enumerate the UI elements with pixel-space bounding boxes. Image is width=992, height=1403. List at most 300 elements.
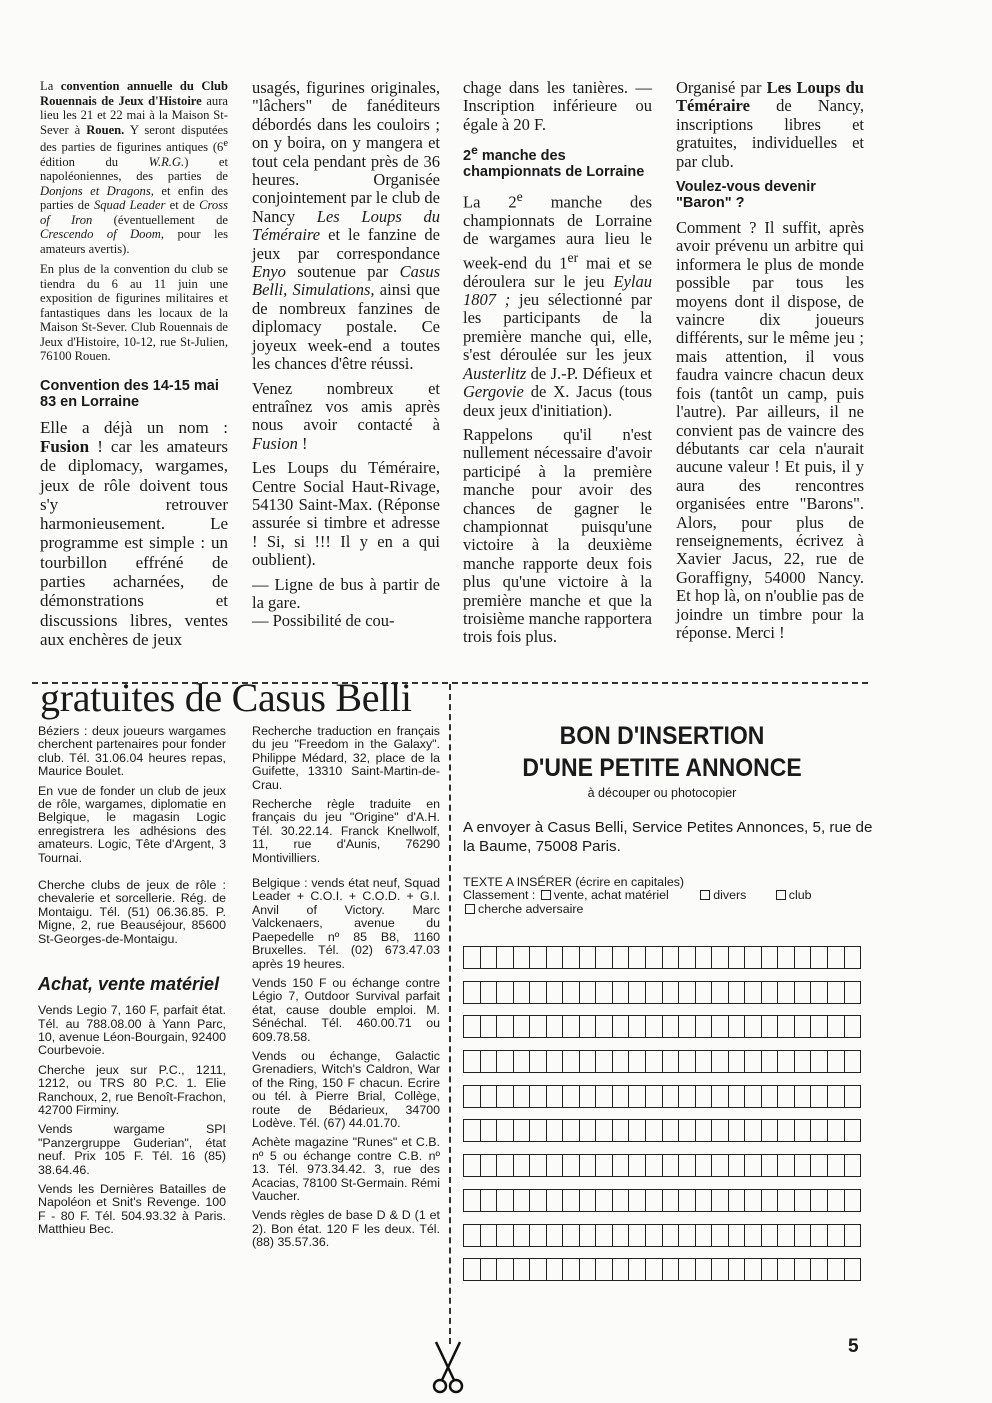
grid-cell[interactable] bbox=[563, 1190, 580, 1211]
grid-cell[interactable] bbox=[563, 1259, 580, 1280]
ad-item: Cherche jeux sur P.C., 1211, 1212, ou TRS 80 P.C. 1. Elie Ranchoux, 2, rue Benoît-Frachon, 42700 Firminy. bbox=[38, 1062, 226, 1117]
grid-cell[interactable] bbox=[514, 1016, 531, 1037]
grid-cell[interactable] bbox=[580, 1051, 597, 1072]
grid-cell[interactable] bbox=[778, 1016, 795, 1037]
grid-cell[interactable] bbox=[696, 982, 713, 1003]
grid-cell[interactable] bbox=[795, 947, 812, 968]
grid-cell[interactable] bbox=[481, 1190, 498, 1211]
fusion-continued-paragraph: usagés, figurines originales, "lâchers" de fanéditeurs débordés dans les couloirs ; on y boira, on y mangera et tout cela pendant près de 36 heures. Organisée conjointement par le club de Nancy Les Loups du Téméraire et le fanzine de jeux par correspondance Enyo soutenue par Casus Belli, Simulations, ainsi que de nombreux fanzines de diplomacy postale. Ce joyeux week-end a toutes les chances d'être réussi. bbox=[252, 78, 440, 374]
divers-checkbox[interactable] bbox=[700, 890, 710, 900]
grid-cell[interactable] bbox=[629, 982, 646, 1003]
grid-cell[interactable] bbox=[828, 1225, 845, 1246]
grid-cell[interactable] bbox=[845, 947, 861, 968]
page-number: 5 bbox=[848, 1336, 859, 1357]
grid-cell[interactable] bbox=[745, 982, 762, 1003]
ad-item: Cherche clubs de jeux de rôle : chevalerie et sorcellerie. Rég. de Montaigu. Tél. (51) 06.36.85. P. Migne, 2, rue Beauséjour, 85600 St-Georges-de-Montaigu. bbox=[38, 878, 226, 946]
grid-cell[interactable] bbox=[778, 982, 795, 1003]
grid-cell[interactable] bbox=[729, 1051, 746, 1072]
grid-cell[interactable] bbox=[613, 1016, 630, 1037]
grid-cell[interactable] bbox=[497, 1051, 514, 1072]
grid-cell[interactable] bbox=[712, 1225, 729, 1246]
grid-cell[interactable] bbox=[663, 982, 680, 1003]
grid-cell[interactable] bbox=[795, 1259, 812, 1280]
grid-cell[interactable] bbox=[497, 1155, 514, 1176]
grid-cell[interactable] bbox=[663, 1225, 680, 1246]
grid-cell[interactable] bbox=[729, 982, 746, 1003]
grid-cell[interactable] bbox=[745, 947, 762, 968]
coupon-form bbox=[463, 876, 863, 916]
grid-cell[interactable] bbox=[596, 1086, 613, 1107]
grid-cell[interactable] bbox=[745, 1016, 762, 1037]
ad-item: Vends 150 F ou échange contre Légio 7, Outdoor Survival parfait état, cause double emploi. M. Sénéchal. Tél. 460.00.71 ou 609.78.58. bbox=[252, 975, 440, 1044]
grid-cell[interactable] bbox=[464, 1225, 481, 1246]
grid-cell[interactable] bbox=[778, 1225, 795, 1246]
grid-cell[interactable] bbox=[481, 1086, 498, 1107]
adversaire-checkbox[interactable] bbox=[465, 904, 475, 914]
grid-cell[interactable] bbox=[795, 982, 812, 1003]
grid-cell[interactable] bbox=[795, 1016, 812, 1037]
grid-cell[interactable] bbox=[629, 1120, 646, 1141]
letter-grid[interactable] bbox=[463, 946, 861, 1293]
grid-cell[interactable] bbox=[845, 1051, 861, 1072]
grid-cell[interactable] bbox=[464, 1190, 481, 1211]
baron-paragraph: Comment ? Il suffit, après avoir prévenu un arbitre qui informera le plus de monde possible par tous les moyens dont il dispose, de vaincre dix joueurs différents, sur le même jeu ; mais attention, il vous faudra vaincre chacun deux fois (tantôt un camp, puis l'autre). Par ailleurs, il ne convient pas de vaincre des débutants car cela n'aurait aucune valeur ! Et puis, il y aura des rencontres organisées entre "Barons". Alors, pour plus de renseignements, écrivez à Xavier Jacus, 22, rue de Goraffigny, 54000 Nancy. Et hop là, on n'oublie pas de joindre un timbre pour la réponse. Merci ! bbox=[676, 218, 864, 642]
grid-cell[interactable] bbox=[828, 1086, 845, 1107]
coupon-title bbox=[478, 720, 846, 784]
grid-cell[interactable] bbox=[696, 1051, 713, 1072]
ad-item: Recherche règle traduite en français du jeu "Origine" d'A.H. Tél. 30.22.14. Franck Knellwolf, 11, rue d'Aunis, 76290 Montivilliers. bbox=[252, 797, 440, 865]
grid-cell[interactable] bbox=[679, 1225, 696, 1246]
grid-cell[interactable] bbox=[712, 1259, 729, 1280]
grid-cell[interactable] bbox=[580, 1155, 597, 1176]
grid-cell[interactable] bbox=[596, 1225, 613, 1246]
grid-cell[interactable] bbox=[811, 982, 828, 1003]
grid-cell[interactable] bbox=[795, 1120, 812, 1141]
grid-cell[interactable] bbox=[679, 1155, 696, 1176]
rappelons-paragraph: Rappelons qu'il n'est nullement nécessaire d'avoir participé à la première manche pour avoir des chances de gagner le championnat puisqu'une victoire à la deuxième manche rapporte deux fois plus qu'une victoire à la première manche et que la troisième manche rapportera trois fois plus. bbox=[463, 424, 652, 647]
grid-cell[interactable] bbox=[762, 1051, 779, 1072]
grid-cell[interactable] bbox=[729, 947, 746, 968]
grid-cell[interactable] bbox=[497, 947, 514, 968]
grid-cell[interactable] bbox=[646, 1259, 663, 1280]
grid-cell[interactable] bbox=[464, 1086, 481, 1107]
grid-cell[interactable] bbox=[514, 1225, 531, 1246]
ads-column-2 bbox=[252, 725, 440, 1256]
grid-cell[interactable] bbox=[663, 1259, 680, 1280]
grid-cell[interactable] bbox=[845, 1086, 861, 1107]
grid-cell[interactable] bbox=[795, 1190, 812, 1211]
grid-cell[interactable] bbox=[514, 1190, 531, 1211]
grid-cell[interactable] bbox=[696, 1190, 713, 1211]
grid-cell[interactable] bbox=[811, 1225, 828, 1246]
grid-cell[interactable] bbox=[629, 1155, 646, 1176]
grid-cell[interactable] bbox=[563, 982, 580, 1003]
grid-cell[interactable] bbox=[646, 1016, 663, 1037]
grid-cell[interactable] bbox=[646, 1155, 663, 1176]
grid-cell[interactable] bbox=[729, 1190, 746, 1211]
grid-cell[interactable] bbox=[464, 982, 481, 1003]
grid-cell[interactable] bbox=[795, 1225, 812, 1246]
grid-cell[interactable] bbox=[712, 1190, 729, 1211]
article-column-2 bbox=[252, 79, 440, 637]
grid-cell[interactable] bbox=[530, 1155, 547, 1176]
grid-row bbox=[463, 946, 861, 969]
grid-cell[interactable] bbox=[464, 1051, 481, 1072]
grid-cell[interactable] bbox=[464, 1016, 481, 1037]
grid-cell[interactable] bbox=[497, 1120, 514, 1141]
grid-cell[interactable] bbox=[663, 1016, 680, 1037]
lorraine-convention-heading: Convention des 14-15 mai 83 en Lorraine bbox=[40, 377, 219, 410]
grid-cell[interactable] bbox=[646, 1120, 663, 1141]
grid-cell[interactable] bbox=[481, 1259, 498, 1280]
grid-row bbox=[463, 981, 861, 1004]
achat-vente-heading: Achat, vente matériel bbox=[38, 974, 220, 995]
grid-cell[interactable] bbox=[845, 1259, 861, 1280]
grid-cell[interactable] bbox=[497, 1225, 514, 1246]
grid-cell[interactable] bbox=[696, 947, 713, 968]
grid-cell[interactable] bbox=[679, 1016, 696, 1037]
grid-cell[interactable] bbox=[762, 1190, 779, 1211]
grid-cell[interactable] bbox=[514, 1155, 531, 1176]
grid-cell[interactable] bbox=[679, 1259, 696, 1280]
exposition-paragraph: En plus de la convention du club se tiendra du 6 au 11 juin une exposition de figurines militaires et fantastiques dans les locaux de la Maison St-Sever. Club Rouennais de Jeux d'Histoire, 10-12, rue St-Julien, 76100 Rouen. bbox=[40, 262, 228, 364]
grid-cell[interactable] bbox=[762, 1120, 779, 1141]
ad-item: Vends Legio 7, 160 F, parfait état. Tél. au 788.08.00 à Yann Parc, 10, avenue Léon-Bourgain, 92400 Courbevoie. bbox=[38, 1003, 226, 1058]
grid-cell[interactable] bbox=[464, 1155, 481, 1176]
grid-cell[interactable] bbox=[762, 1155, 779, 1176]
grid-cell[interactable] bbox=[629, 947, 646, 968]
grid-cell[interactable] bbox=[514, 947, 531, 968]
grid-cell[interactable] bbox=[828, 1120, 845, 1141]
grid-cell[interactable] bbox=[481, 1016, 498, 1037]
grid-cell[interactable] bbox=[646, 1225, 663, 1246]
cut-line-vertical bbox=[449, 684, 451, 1344]
grid-cell[interactable] bbox=[663, 1190, 680, 1211]
grid-row bbox=[463, 1015, 861, 1038]
grid-cell[interactable] bbox=[778, 1051, 795, 1072]
grid-cell[interactable] bbox=[828, 1155, 845, 1176]
grid-cell[interactable] bbox=[629, 1016, 646, 1037]
grid-cell[interactable] bbox=[828, 1051, 845, 1072]
grid-cell[interactable] bbox=[629, 1086, 646, 1107]
grid-cell[interactable] bbox=[712, 1051, 729, 1072]
grid-cell[interactable] bbox=[845, 982, 861, 1003]
grid-cell[interactable] bbox=[563, 1225, 580, 1246]
grid-cell[interactable] bbox=[828, 1259, 845, 1280]
grid-cell[interactable] bbox=[580, 947, 597, 968]
grid-cell[interactable] bbox=[778, 1155, 795, 1176]
grid-cell[interactable] bbox=[828, 947, 845, 968]
grid-cell[interactable] bbox=[613, 1086, 630, 1107]
organise-paragraph: Organisé par Les Loups du Téméraire de Nancy, inscriptions libres et gratuites, individuelles et par club. bbox=[676, 78, 864, 171]
ads-column-1 bbox=[38, 725, 226, 1243]
grid-cell[interactable] bbox=[514, 1120, 531, 1141]
ad-item: Vends ou échange, Galactic Grenadiers, Witch's Caldron, War of the Ring, 150 F chacun. Ecrire ou tél. à Pierre Brial, Collège, route de Bédarieux, 34700 Lodève. Tél. (67) 44.01.70. bbox=[252, 1048, 440, 1130]
section-title: gratuites de Casus Belli bbox=[40, 675, 412, 720]
adversaire-label: cherche adversaire bbox=[478, 901, 584, 916]
grid-cell[interactable] bbox=[778, 1120, 795, 1141]
grid-cell[interactable] bbox=[563, 1051, 580, 1072]
grid-cell[interactable] bbox=[481, 1120, 498, 1141]
grid-cell[interactable] bbox=[596, 1259, 613, 1280]
grid-cell[interactable] bbox=[530, 1259, 547, 1280]
grid-cell[interactable] bbox=[547, 1155, 564, 1176]
grid-cell[interactable] bbox=[845, 1225, 861, 1246]
grid-cell[interactable] bbox=[464, 1120, 481, 1141]
grid-cell[interactable] bbox=[745, 1086, 762, 1107]
grid-cell[interactable] bbox=[613, 1225, 630, 1246]
grid-cell[interactable] bbox=[778, 1259, 795, 1280]
grid-cell[interactable] bbox=[729, 1155, 746, 1176]
divers-label: divers bbox=[713, 888, 747, 903]
grid-cell[interactable] bbox=[696, 1016, 713, 1037]
grid-cell[interactable] bbox=[811, 1051, 828, 1072]
club-checkbox[interactable] bbox=[776, 890, 786, 900]
grid-cell[interactable] bbox=[613, 947, 630, 968]
grid-cell[interactable] bbox=[679, 1120, 696, 1141]
grid-cell[interactable] bbox=[646, 1086, 663, 1107]
grid-cell[interactable] bbox=[530, 982, 547, 1003]
grid-cell[interactable] bbox=[729, 1259, 746, 1280]
grid-cell[interactable] bbox=[745, 1259, 762, 1280]
grid-cell[interactable] bbox=[530, 1120, 547, 1141]
grid-cell[interactable] bbox=[547, 1120, 564, 1141]
grid-cell[interactable] bbox=[613, 1190, 630, 1211]
grid-cell[interactable] bbox=[596, 1120, 613, 1141]
scissors-icon bbox=[426, 1340, 470, 1396]
grid-cell[interactable] bbox=[795, 1086, 812, 1107]
grid-cell[interactable] bbox=[547, 1225, 564, 1246]
grid-cell[interactable] bbox=[646, 947, 663, 968]
grid-cell[interactable] bbox=[646, 1051, 663, 1072]
grid-cell[interactable] bbox=[762, 1259, 779, 1280]
grid-cell[interactable] bbox=[712, 982, 729, 1003]
grid-cell[interactable] bbox=[613, 1051, 630, 1072]
grid-cell[interactable] bbox=[563, 1016, 580, 1037]
grid-cell[interactable] bbox=[530, 1225, 547, 1246]
grid-cell[interactable] bbox=[481, 982, 498, 1003]
grid-cell[interactable] bbox=[745, 1225, 762, 1246]
grid-cell[interactable] bbox=[811, 1259, 828, 1280]
championnats-paragraph: La 2e manche des championnats de Lorraine de wargames aura lieu le week-end du 1er mai et se déroulera sur le jeu Eylau 1807 ; jeu sélectionné par les participants de la première manche qui, elle, s'est déroulée sur les jeux Austerlitz de J.-P. Défieux et Gergovie de X. Jacus (tous deux jeux d'initiation). bbox=[463, 189, 652, 420]
grid-cell[interactable] bbox=[646, 1190, 663, 1211]
grid-cell[interactable] bbox=[629, 1190, 646, 1211]
grid-cell[interactable] bbox=[514, 1259, 531, 1280]
ad-item: Vends les Dernières Batailles de Napoléon et Snit's Revenge. 100 F - 80 F. Tél. 504.93.32 à Paris. Matthieu Bec. bbox=[38, 1181, 226, 1237]
grid-cell[interactable] bbox=[481, 1051, 498, 1072]
grid-cell[interactable] bbox=[580, 982, 597, 1003]
grid-cell[interactable] bbox=[547, 947, 564, 968]
grid-cell[interactable] bbox=[547, 1051, 564, 1072]
grid-cell[interactable] bbox=[547, 1016, 564, 1037]
ad-item: En vue de fonder un club de jeux de rôle, wargames, diplomatie en Belgique, le magasin Logic enregistrera les adhésions des amateurs. Logic, Tête d'Argent, 3 Tournai. bbox=[38, 783, 226, 865]
grid-cell[interactable] bbox=[712, 1016, 729, 1037]
grid-cell[interactable] bbox=[613, 1259, 630, 1280]
adversaire-row bbox=[463, 903, 863, 916]
ad-item: Belgique : vends état neuf, Squad Leader + C.O.I. + C.O.D. + G.I. Anvil of Victory. Marc Valckenaers, avenue du Paepedelle nº 85 B8, 1160 Bruxelles. Tél. (02) 673.47.03 après 19 heures. bbox=[252, 876, 440, 971]
grid-cell[interactable] bbox=[580, 1016, 597, 1037]
grid-cell[interactable] bbox=[729, 1225, 746, 1246]
grid-cell[interactable] bbox=[497, 1086, 514, 1107]
venez-paragraph: Venez nombreux et entraînez vos amis après nous avoir contacté à Fusion ! bbox=[252, 378, 440, 453]
grid-cell[interactable] bbox=[481, 1225, 498, 1246]
grid-cell[interactable] bbox=[679, 947, 696, 968]
grid-row bbox=[463, 1224, 861, 1247]
grid-cell[interactable] bbox=[811, 1120, 828, 1141]
grid-cell[interactable] bbox=[745, 1190, 762, 1211]
grid-cell[interactable] bbox=[745, 1051, 762, 1072]
grid-cell[interactable] bbox=[729, 1120, 746, 1141]
grid-cell[interactable] bbox=[497, 1190, 514, 1211]
grid-cell[interactable] bbox=[530, 1016, 547, 1037]
grid-cell[interactable] bbox=[696, 1155, 713, 1176]
grid-cell[interactable] bbox=[696, 1086, 713, 1107]
grid-cell[interactable] bbox=[696, 1120, 713, 1141]
grid-cell[interactable] bbox=[778, 1086, 795, 1107]
grid-cell[interactable] bbox=[696, 1259, 713, 1280]
grid-cell[interactable] bbox=[745, 1120, 762, 1141]
grid-cell[interactable] bbox=[563, 947, 580, 968]
ad-item: Achète magazine "Runes" et C.B. nº 5 ou échange contre C.B. nº 13. Tél. 973.34.42. 3, rue des Acacias, 78100 St-Germain. Rémi Vaucher. bbox=[252, 1135, 440, 1203]
grid-cell[interactable] bbox=[828, 982, 845, 1003]
grid-cell[interactable] bbox=[828, 1190, 845, 1211]
grid-cell[interactable] bbox=[811, 1155, 828, 1176]
grid-cell[interactable] bbox=[547, 1086, 564, 1107]
grid-cell[interactable] bbox=[729, 1016, 746, 1037]
grid-cell[interactable] bbox=[497, 1259, 514, 1280]
grid-cell[interactable] bbox=[845, 1120, 861, 1141]
grid-cell[interactable] bbox=[530, 1051, 547, 1072]
grid-cell[interactable] bbox=[464, 1259, 481, 1280]
grid-cell[interactable] bbox=[481, 1155, 498, 1176]
ad-item: Béziers : deux joueurs wargames cherchent partenaires pour fonder club. Tél. 31.06.04 heures repas, Maurice Boulet. bbox=[38, 724, 226, 779]
grid-cell[interactable] bbox=[762, 1016, 779, 1037]
grid-cell[interactable] bbox=[778, 1190, 795, 1211]
grid-cell[interactable] bbox=[663, 1155, 680, 1176]
grid-cell[interactable] bbox=[679, 1051, 696, 1072]
classement-label: Classement : bbox=[463, 888, 536, 903]
classement-row bbox=[463, 889, 863, 902]
grid-cell[interactable] bbox=[762, 1086, 779, 1107]
grid-cell[interactable] bbox=[580, 1086, 597, 1107]
grid-cell[interactable] bbox=[663, 1051, 680, 1072]
article-column-4 bbox=[676, 79, 864, 648]
championnats-heading: 2e manche des championnats de Lorraine bbox=[463, 143, 645, 181]
rouen-convention-paragraph: La convention annuelle du Club Rouennais de Jeux d'Histoire aura lieu les 21 et 22 mai à la Maison St-Sever à Rouen. Y seront disputées des parties de figurines antiques (6e édition du W.R.G.) et napoléoniennes, des parties de Donjons et Dragons, et enfin des parties de Squad Leader et de Cross of Iron (éventuellement de Crescendo of Doom, pour les amateurs avertis). bbox=[40, 79, 229, 256]
grid-cell[interactable] bbox=[762, 1225, 779, 1246]
grid-cell[interactable] bbox=[547, 982, 564, 1003]
coupon-title-line1: BON D'INSERTION bbox=[559, 722, 765, 750]
grid-cell[interactable] bbox=[547, 1190, 564, 1211]
loups-address-paragraph: Les Loups du Téméraire, Centre Social Haut-Rivage, 54130 Saint-Max. (Réponse assurée si timbre et adresse ! Si, si !!! Il y en a qui oublient). bbox=[252, 458, 440, 570]
vente-label: vente, achat matériel bbox=[553, 888, 669, 903]
grid-cell[interactable] bbox=[481, 947, 498, 968]
grid-cell[interactable] bbox=[712, 947, 729, 968]
article-column-3 bbox=[463, 79, 652, 653]
grid-cell[interactable] bbox=[530, 1086, 547, 1107]
grid-cell[interactable] bbox=[762, 982, 779, 1003]
grid-cell[interactable] bbox=[563, 1120, 580, 1141]
club-label: club bbox=[788, 888, 812, 903]
grid-cell[interactable] bbox=[596, 947, 613, 968]
grid-cell[interactable] bbox=[845, 1155, 861, 1176]
grid-cell[interactable] bbox=[613, 982, 630, 1003]
grid-cell[interactable] bbox=[845, 1190, 861, 1211]
bus-paragraph: — Ligne de bus à partir de la gare. bbox=[252, 574, 440, 612]
grid-cell[interactable] bbox=[514, 1086, 531, 1107]
grid-cell[interactable] bbox=[613, 1120, 630, 1141]
grid-cell[interactable] bbox=[679, 1190, 696, 1211]
grid-cell[interactable] bbox=[629, 1051, 646, 1072]
grid-cell[interactable] bbox=[845, 1016, 861, 1037]
grid-cell[interactable] bbox=[811, 1086, 828, 1107]
grid-cell[interactable] bbox=[497, 982, 514, 1003]
grid-cell[interactable] bbox=[596, 1051, 613, 1072]
grid-cell[interactable] bbox=[696, 1225, 713, 1246]
ad-item: Vends règles de base D & D (1 et 2). Bon état. 120 F les deux. Tél. (88) 35.57.36. bbox=[252, 1208, 440, 1250]
baron-heading: Voulez-vous devenir "Baron" ? bbox=[676, 179, 816, 212]
grid-cell[interactable] bbox=[464, 947, 481, 968]
grid-cell[interactable] bbox=[663, 1120, 680, 1141]
grid-cell[interactable] bbox=[596, 1190, 613, 1211]
couchage-continued-paragraph: chage dans les tanières. — Inscription inférieure ou égale à 20 F. bbox=[463, 78, 652, 134]
grid-cell[interactable] bbox=[629, 1259, 646, 1280]
grid-cell[interactable] bbox=[729, 1086, 746, 1107]
grid-cell[interactable] bbox=[811, 947, 828, 968]
grid-cell[interactable] bbox=[580, 1225, 597, 1246]
grid-cell[interactable] bbox=[811, 1016, 828, 1037]
grid-cell[interactable] bbox=[613, 1155, 630, 1176]
grid-cell[interactable] bbox=[629, 1225, 646, 1246]
grid-cell[interactable] bbox=[712, 1120, 729, 1141]
grid-cell[interactable] bbox=[663, 947, 680, 968]
grid-cell[interactable] bbox=[580, 1259, 597, 1280]
grid-cell[interactable] bbox=[596, 1016, 613, 1037]
grid-cell[interactable] bbox=[530, 1190, 547, 1211]
grid-cell[interactable] bbox=[580, 1120, 597, 1141]
grid-row bbox=[463, 1154, 861, 1177]
grid-cell[interactable] bbox=[514, 982, 531, 1003]
grid-cell[interactable] bbox=[778, 947, 795, 968]
grid-cell[interactable] bbox=[646, 982, 663, 1003]
grid-cell[interactable] bbox=[679, 1086, 696, 1107]
grid-cell[interactable] bbox=[712, 1086, 729, 1107]
grid-cell[interactable] bbox=[663, 1086, 680, 1107]
grid-cell[interactable] bbox=[712, 1155, 729, 1176]
grid-cell[interactable] bbox=[547, 1259, 564, 1280]
grid-cell[interactable] bbox=[530, 947, 547, 968]
grid-cell[interactable] bbox=[563, 1086, 580, 1107]
grid-cell[interactable] bbox=[497, 1016, 514, 1037]
ad-item: Recherche traduction en français du jeu "Freedom in the Galaxy". Philippe Médard, 32, place de la Guifette, 13310 Saint-Martin-de-Crau. bbox=[252, 724, 440, 792]
coupon-subtitle: à découper ou photocopier bbox=[587, 786, 737, 800]
grid-cell[interactable] bbox=[745, 1155, 762, 1176]
grid-cell[interactable] bbox=[795, 1155, 812, 1176]
vente-checkbox[interactable] bbox=[541, 890, 551, 900]
grid-cell[interactable] bbox=[596, 982, 613, 1003]
grid-cell[interactable] bbox=[811, 1190, 828, 1211]
grid-cell[interactable] bbox=[563, 1155, 580, 1176]
article-column-1 bbox=[40, 79, 228, 655]
grid-cell[interactable] bbox=[514, 1051, 531, 1072]
grid-cell[interactable] bbox=[795, 1051, 812, 1072]
grid-row bbox=[463, 1189, 861, 1212]
grid-cell[interactable] bbox=[596, 1155, 613, 1176]
grid-cell[interactable] bbox=[762, 947, 779, 968]
grid-cell[interactable] bbox=[679, 982, 696, 1003]
grid-cell[interactable] bbox=[580, 1190, 597, 1211]
grid-cell[interactable] bbox=[828, 1016, 845, 1037]
